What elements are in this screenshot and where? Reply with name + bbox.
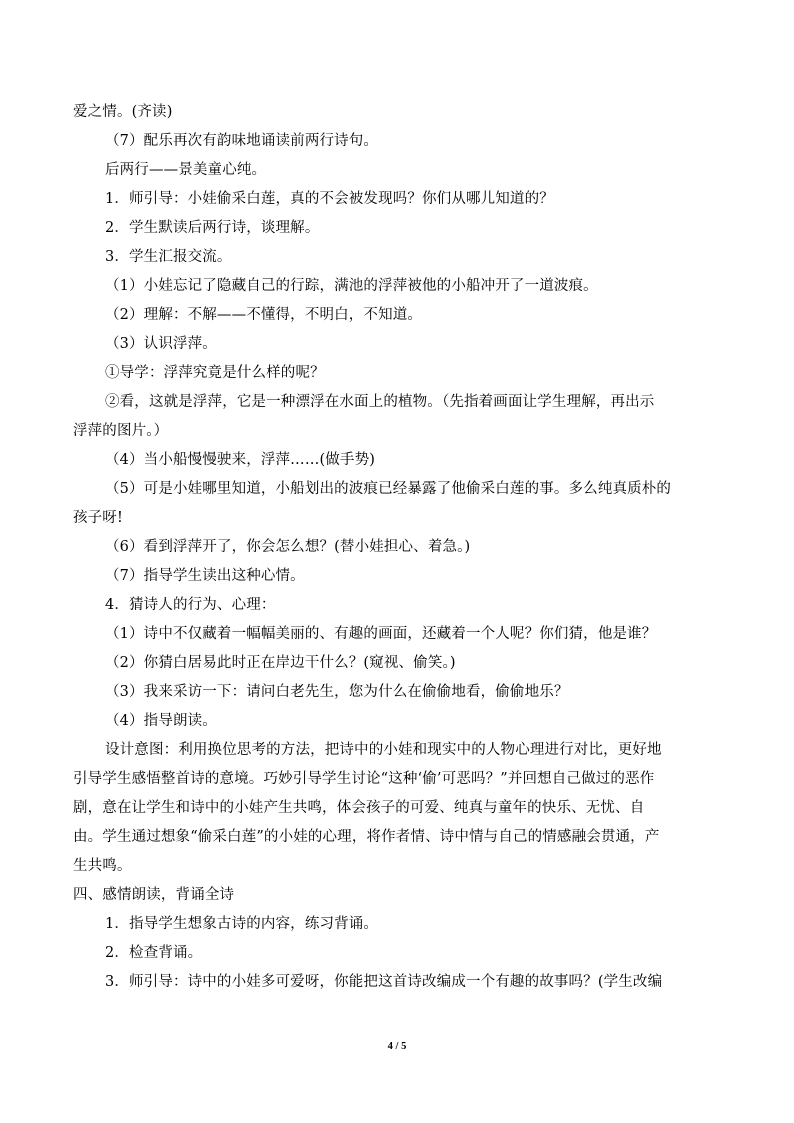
- design-intent-paragraph: 设计意图：利用换位思考的方法，把诗中的小娃和现实中的人物心理进行对比，更好地: [105, 742, 662, 758]
- text-line: 3．学生汇报交流。: [105, 249, 232, 265]
- text-line: （5）可是小娃哪里知道，小船划出的波痕已经暴露了他偷采白莲的事。多么纯真质朴的: [105, 481, 672, 497]
- text-line: 引导学生感悟整首诗的意境。巧妙引导学生讨论“这种‘偷’可恶吗？”并回想自己做过的恶作: [73, 771, 655, 787]
- text-line: （2）理解：不解——不懂得，不明白，不知道。: [105, 307, 423, 323]
- text-line: （4）当小船慢慢驶来，浮萍……(做手势): [105, 452, 376, 468]
- text-line: 1．指导学生想象古诗的内容，练习背诵。: [105, 916, 379, 932]
- text-line: 爱之情。(齐读): [73, 104, 173, 120]
- text-line: ②看，这就是浮萍，它是一种漂浮在水面上的植物。（先指着画面让学生理解，再出示: [105, 394, 655, 410]
- text-line: 由。学生通过想象“偷采白莲”的小娃的心理，将作者情、诗中情与自己的情感融会贯通，产: [73, 829, 660, 845]
- text-line: ①导学：浮萍究竟是什么样的呢？: [105, 365, 325, 381]
- text-line: （4）指导朗读。: [105, 713, 217, 729]
- text-line: （2）你猜白居易此时正在岸边干什么？(窥视、偷笑。): [105, 655, 456, 671]
- text-line: （3）认识浮萍。: [105, 336, 217, 352]
- text-line: （1）诗中不仅藏着一幅幅美丽的、有趣的画面，还藏着一个人呢？你们猜，他是谁？: [105, 626, 657, 642]
- text-line: 浮萍的图片。）: [73, 423, 169, 439]
- text-line: （7）配乐再次有韵味地诵读前两行诗句。: [105, 133, 379, 149]
- text-line: 剧，意在让学生和诗中的小娃产生共鸣，体会孩子的可爱、纯真与童年的快乐、无忧、自: [73, 800, 645, 816]
- text-line: （3）我来采访一下：请问白老先生，您为什么在偷偷地看，偷偷地乐？: [105, 684, 569, 700]
- text-line: （7）指导学生读出这种心情。: [105, 568, 305, 584]
- text-line: 2．学生默读后两行诗，谈理解。: [105, 220, 320, 236]
- text-line: 4．猜诗人的行为、心理：: [105, 597, 276, 613]
- text-line: 孩子呀!: [73, 510, 123, 526]
- text-line: 生共鸣。: [73, 858, 132, 874]
- text-line: （6）看到浮萍开了，你会怎么想？(替小娃担心、着急。): [105, 539, 471, 555]
- text-line: 3．师引导：诗中的小娃多可爱呀，你能把这首诗改编成一个有趣的故事吗？(学生改编: [105, 974, 663, 990]
- text-line: 1．师引导：小娃偷采白莲，真的不会被发现吗？你们从哪儿知道的？: [105, 191, 554, 207]
- text-line: 2．检查背诵。: [105, 945, 203, 961]
- page-number: 4 / 5: [387, 1041, 407, 1052]
- document-body: [73, 98, 723, 997]
- section-heading: 后两行——景美童心纯。: [105, 162, 267, 178]
- section-heading: 四、感情朗读，背诵全诗: [73, 887, 235, 903]
- text-line: （1）小娃忘记了隐藏自己的行踪，满池的浮萍被他的小船冲开了一道波痕。: [105, 278, 598, 294]
